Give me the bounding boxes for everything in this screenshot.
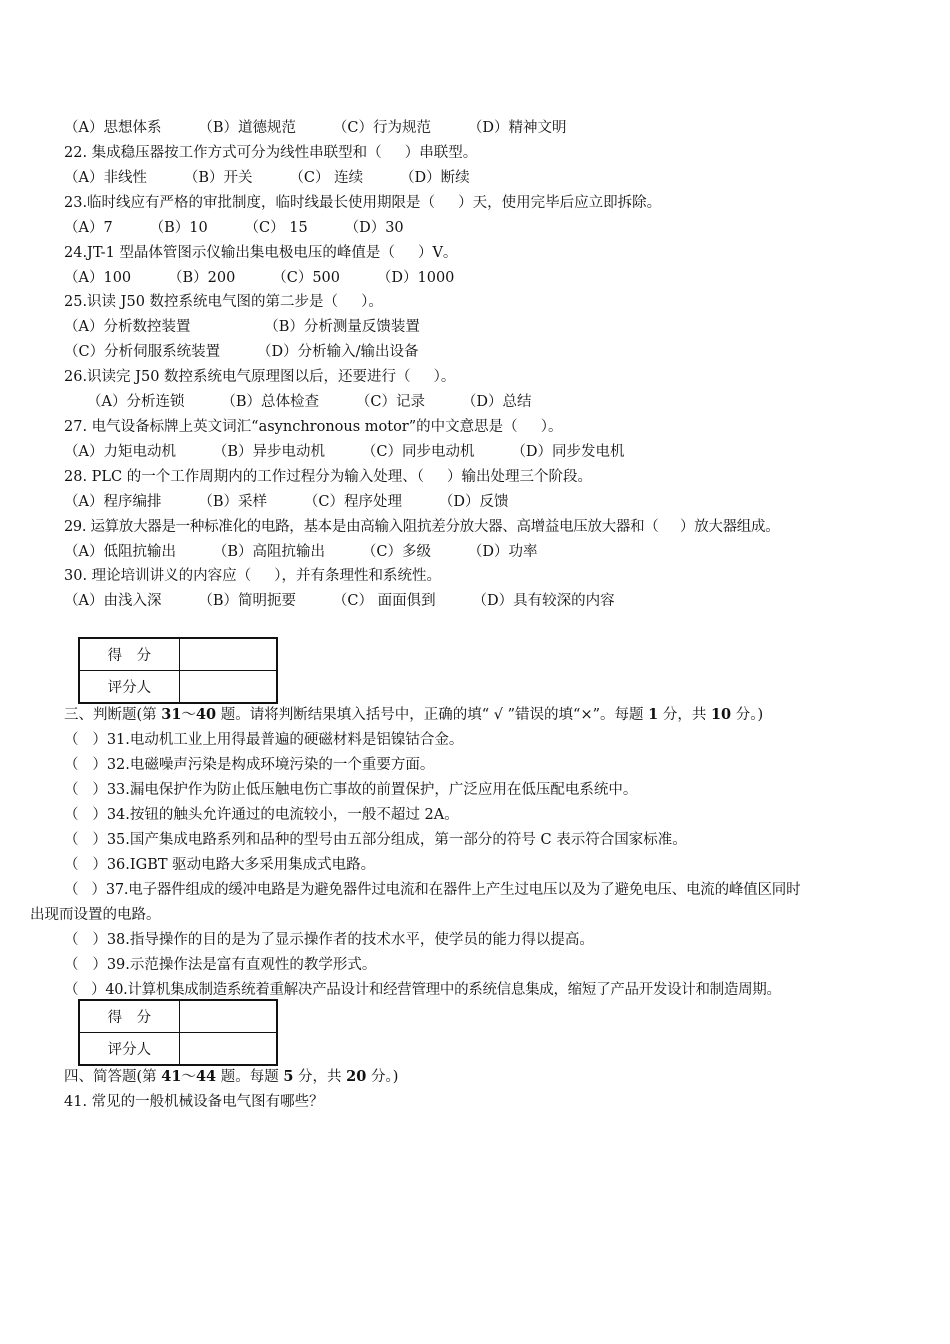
grader-cell[interactable] <box>179 1033 277 1066</box>
tf-item-39: （ ）39.示范操作法是富有直观性的教学形式。 <box>64 957 377 973</box>
score-table-section3 <box>78 637 278 704</box>
q28-question: 28. PLC 的一个工作周期内的工作过程分为输入处理、（ ）输出处理三个阶段。 <box>64 469 593 485</box>
section3-title: 三、判断题(第 31～40 题。请将判断结果填入括号中，正确的填“ √ ”错误的填“×”。每题 1 分，共 10 分。) <box>64 706 764 723</box>
section4-title: 四、简答题(第 41～44 题。每题 5 分，共 20 分。) <box>64 1068 399 1085</box>
q28-options: （A）程序编排 （B）采样 （C）程序处理 （D）反馈 <box>64 494 509 510</box>
score-cell[interactable] <box>179 1000 277 1033</box>
q26-question: 26.识读完 J50 数控系统电气原理图以后，还要进行（ ）。 <box>64 369 456 385</box>
q27-question: 27. 电气设备标牌上英文词汇“asynchronous motor”的中文意思是（ ）。 <box>64 419 563 435</box>
q25-question: 25.识读 J50 数控系统电气图的第二步是（ ）。 <box>64 294 383 310</box>
grader-label: 评分人 <box>79 671 179 704</box>
score-cell[interactable] <box>179 638 277 671</box>
q30-options: （A）由浅入深 （B）简明扼要 （C） 面面俱到 （D）具有较深的内容 <box>64 593 615 609</box>
grader-cell[interactable] <box>179 671 277 704</box>
q26-options: （A）分析连锁 （B）总体检查 （C）记录 （D）总结 <box>64 394 532 410</box>
tf-item-35: （ ）35.国产集成电路系列和品种的型号由五部分组成，第一部分的符号 C 表示符合国家标准。 <box>64 832 687 848</box>
q27-options: （A）力矩电动机 （B）异步电动机 （C）同步电动机 （D）同步发电机 <box>64 444 625 460</box>
tf-item-38: （ ）38.指导操作的目的是为了显示操作者的技术水平，使学员的能力得以提高。 <box>64 932 594 948</box>
score-label: 得 分 <box>79 1000 179 1033</box>
score-label: 得 分 <box>79 638 179 671</box>
q22-question: 22. 集成稳压器按工作方式可分为线性串联型和（ ）串联型。 <box>64 145 478 161</box>
q29-options: （A）低阻抗输出 （B）高阻抗输出 （C）多级 （D）功率 <box>64 544 538 560</box>
tf-item-37: （ ）37.电子器件组成的缓冲电路是为避免器件过电流和在器件上产生过电压以及为了避免电压、电流的峰值区同时 <box>64 882 801 898</box>
q25-options-cd: （C）分析伺服系统装置 （D）分析输入/输出设备 <box>64 344 419 360</box>
q21-options: （A）思想体系 （B）道德规范 （C）行为规范 （D）精神文明 <box>64 120 567 136</box>
q23-options: （A）7 （B）10 （C） 15 （D）30 <box>64 220 404 236</box>
tf-item-31: （ ）31.电动机工业上用得最普遍的硬磁材料是铝镍钴合金。 <box>64 732 464 748</box>
score-table-section4 <box>78 999 278 1066</box>
grader-label: 评分人 <box>79 1033 179 1066</box>
q24-options: （A）100 （B）200 （C）500 （D）1000 <box>64 270 455 286</box>
tf-item-32: （ ）32.电磁噪声污染是构成环境污染的一个重要方面。 <box>64 757 435 773</box>
tf-item-37-cont: 出现而设置的电路。 <box>30 907 161 923</box>
tf-item-33: （ ）33.漏电保护作为防止低压触电伤亡事故的前置保护，广泛应用在低压配电系统中。 <box>64 782 638 798</box>
tf-item-34: （ ）34.按钮的触头允许通过的电流较小，一般不超过 2A。 <box>64 807 459 823</box>
tf-item-36: （ ）36.IGBT 驱动电路大多采用集成式电路。 <box>64 857 376 873</box>
q41-question: 41. 常见的一般机械设备电气图有哪些？ <box>64 1094 324 1110</box>
q29-question: 29. 运算放大器是一种标准化的电路，基本是由高输入阻抗差分放大器、高增益电压放大器和（ ）放大器组成。 <box>64 519 780 535</box>
q22-options: （A）非线性 （B）开关 （C） 连续 （D）断续 <box>64 170 470 186</box>
q30-question: 30. 理论培训讲义的内容应（ ），并有条理性和系统性。 <box>64 568 441 584</box>
q23-question: 23.临时线应有严格的审批制度，临时线最长使用期限是（ ）天，使用完毕后应立即拆除。 <box>64 195 662 211</box>
tf-item-40: （ ）40.计算机集成制造系统着重解决产品设计和经营管理中的系统信息集成，缩短了产品开发设计和制造周期。 <box>64 982 781 998</box>
q24-question: 24.JT-1 型晶体管图示仪输出集电极电压的峰值是（ ）V。 <box>64 245 458 261</box>
q25-options-ab: （A）分析数控装置 （B）分析测量反馈装置 <box>64 319 420 335</box>
